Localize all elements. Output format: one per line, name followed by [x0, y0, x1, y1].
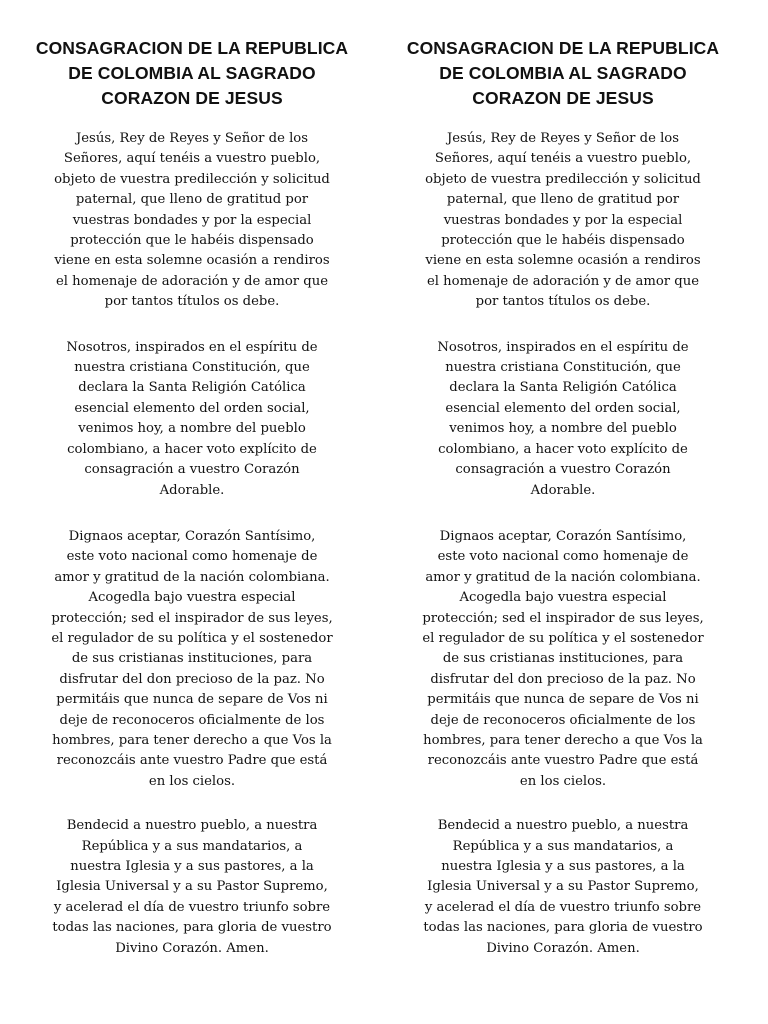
paragraph-line: Jesús, Rey de Reyes y Señor de los [446, 131, 680, 146]
prayer-paragraph [26, 129, 358, 313]
paragraph-line: Señores, aquí tenéis a vuestro pueblo, [434, 151, 692, 167]
paragraph-line: Nosotros, inspirados en el espíritu de [437, 339, 689, 355]
paragraph-line: nuestra cristiana Constitución, que [74, 360, 310, 376]
paragraph-line: deje de reconoceros oficialmente de los [59, 712, 325, 728]
paragraph-line: venimos hoy, a nombre del pueblo [78, 421, 306, 437]
paragraph-line: Adorable. [159, 482, 225, 498]
paragraph-line: por tantos títulos os debe. [475, 294, 651, 310]
paragraph-line: todas las naciones, para gloria de vuestro [52, 920, 332, 936]
prayer-paragraph [397, 129, 729, 313]
paragraph-line: paternal, que lleno de gratitud por [75, 192, 309, 208]
paragraph-line: vuestras bondades y por la especial [72, 212, 312, 228]
paragraph-line: Señores, aquí tenéis a vuestro pueblo, [63, 151, 321, 167]
document-title [397, 36, 729, 111]
paragraph-line: Dignaos aceptar, Corazón Santísimo, [439, 528, 687, 544]
title-line: DE COLOMBIA AL SAGRADO [439, 63, 687, 83]
paragraph-line: declara la Santa Religión Católica [78, 380, 306, 396]
paragraph-line: permitáis que nunca de separe de Vos ni [56, 692, 328, 708]
paragraph-line: todas las naciones, para gloria de vuestro [423, 920, 703, 936]
paragraph-line: objeto de vuestra predilección y solicitud [54, 171, 330, 187]
paragraph-line: este voto nacional como homenaje de [437, 549, 689, 565]
title-line: CONSAGRACION DE LA REPUBLICA [406, 38, 720, 58]
prayer-paragraph [397, 527, 729, 792]
paragraph-line: nuestra cristiana Constitución, que [445, 360, 681, 376]
paragraph-line: paternal, que lleno de gratitud por [446, 192, 680, 208]
prayer-paragraph [26, 816, 358, 959]
left-column [26, 36, 358, 959]
paragraph-line: en los cielos. [519, 773, 607, 789]
paragraph-line: de sus cristianas instituciones, para [71, 651, 313, 667]
paragraph-line: este voto nacional como homenaje de [66, 549, 318, 565]
paragraph-line: Acogedla bajo vuestra especial [88, 590, 296, 606]
paragraph-line: Bendecid a nuestro pueblo, a nuestra [66, 818, 318, 834]
paragraph-line: hombres, para tener derecho a que Vos la [423, 732, 703, 748]
paragraph-line: Divino Corazón. Amen. [486, 940, 640, 956]
paragraph-line: Bendecid a nuestro pueblo, a nuestra [437, 818, 689, 834]
paragraph-line: colombiano, a hacer voto explícito de [438, 441, 688, 457]
paragraph-line: y acelerad el día de vuestro triunfo sobre [424, 899, 702, 915]
prayer-paragraph [26, 338, 358, 501]
document-title [26, 36, 358, 111]
paragraph-line: Divino Corazón. Amen. [115, 940, 269, 956]
paragraph-line: protección; sed el inspirador de sus leyes, [422, 610, 704, 626]
paragraph-line: declara la Santa Religión Católica [449, 380, 677, 396]
paragraph-line: el homenaje de adoración y de amor que [426, 273, 700, 289]
paragraph-line: esencial elemento del orden social, [74, 400, 310, 416]
paragraph-line: objeto de vuestra predilección y solicitud [425, 171, 701, 187]
title-line: CONSAGRACION DE LA REPUBLICA [35, 38, 349, 58]
paragraph-line: el homenaje de adoración y de amor que [55, 273, 329, 289]
paragraph-line: nuestra Iglesia y a sus pastores, a la [70, 859, 314, 874]
title-line: DE COLOMBIA AL SAGRADO [68, 63, 316, 83]
paragraph-line: Iglesia Universal y a su Pastor Supremo, [56, 879, 328, 895]
paragraph-line: República y a sus mandatarios, a [452, 838, 674, 854]
paragraph-line: protección; sed el inspirador de sus leyes, [51, 610, 333, 626]
paragraph-line: Adorable. [530, 482, 596, 498]
paragraph-line: Iglesia Universal y a su Pastor Supremo, [427, 879, 699, 895]
paragraph-line: hombres, para tener derecho a que Vos la [52, 732, 332, 748]
paragraph-line: esencial elemento del orden social, [445, 400, 681, 416]
paragraph-line: Dignaos aceptar, Corazón Santísimo, [68, 528, 316, 544]
paragraph-line: de sus cristianas instituciones, para [442, 651, 684, 667]
paragraph-line: el regulador de su política y el sostenedor [51, 630, 333, 646]
prayer-paragraph [26, 527, 358, 792]
paragraph-line: en los cielos. [148, 773, 236, 789]
paragraph-line: y acelerad el día de vuestro triunfo sobre [53, 899, 331, 915]
paragraph-line: República y a sus mandatarios, a [81, 838, 303, 854]
paragraph-line: Acogedla bajo vuestra especial [459, 590, 667, 606]
paragraph-line: protección que le habéis dispensado [441, 233, 685, 249]
paragraph-line: reconozcáis ante vuestro Padre que está [427, 753, 699, 769]
paragraph-line: colombiano, a hacer voto explícito de [67, 441, 317, 457]
paragraph-line: disfrutar del don precioso de la paz. No [59, 671, 325, 687]
title-line: CORAZON DE JESUS [472, 88, 654, 108]
paragraph-line: permitáis que nunca de separe de Vos ni [427, 692, 699, 708]
right-column [397, 36, 729, 959]
prayer-paragraph [397, 816, 729, 959]
paragraph-line: consagración a vuestro Corazón [455, 462, 671, 478]
paragraph-line: viene en esta solemne ocasión a rendiros [54, 253, 330, 269]
paragraph-line: viene en esta solemne ocasión a rendiros [425, 253, 701, 269]
paragraph-line: el regulador de su política y el sostenedor [422, 630, 704, 646]
paragraph-line: reconozcáis ante vuestro Padre que está [56, 753, 328, 769]
paragraph-line: amor y gratitud de la nación colombiana. [54, 569, 330, 585]
paragraph-line: deje de reconoceros oficialmente de los [430, 712, 696, 728]
paragraph-line: vuestras bondades y por la especial [443, 212, 683, 228]
paragraph-line: Jesús, Rey de Reyes y Señor de los [75, 131, 309, 146]
title-line: CORAZON DE JESUS [101, 88, 283, 108]
paragraph-line: venimos hoy, a nombre del pueblo [449, 421, 677, 437]
paragraph-line: Nosotros, inspirados en el espíritu de [66, 339, 318, 355]
paragraph-line: consagración a vuestro Corazón [84, 462, 300, 478]
paragraph-line: amor y gratitud de la nación colombiana. [425, 569, 701, 585]
prayer-paragraph [397, 338, 729, 501]
paragraph-line: nuestra Iglesia y a sus pastores, a la [441, 859, 685, 874]
paragraph-line: disfrutar del don precioso de la paz. No [430, 671, 696, 687]
paragraph-line: protección que le habéis dispensado [70, 233, 314, 249]
paragraph-line: por tantos títulos os debe. [104, 294, 280, 310]
